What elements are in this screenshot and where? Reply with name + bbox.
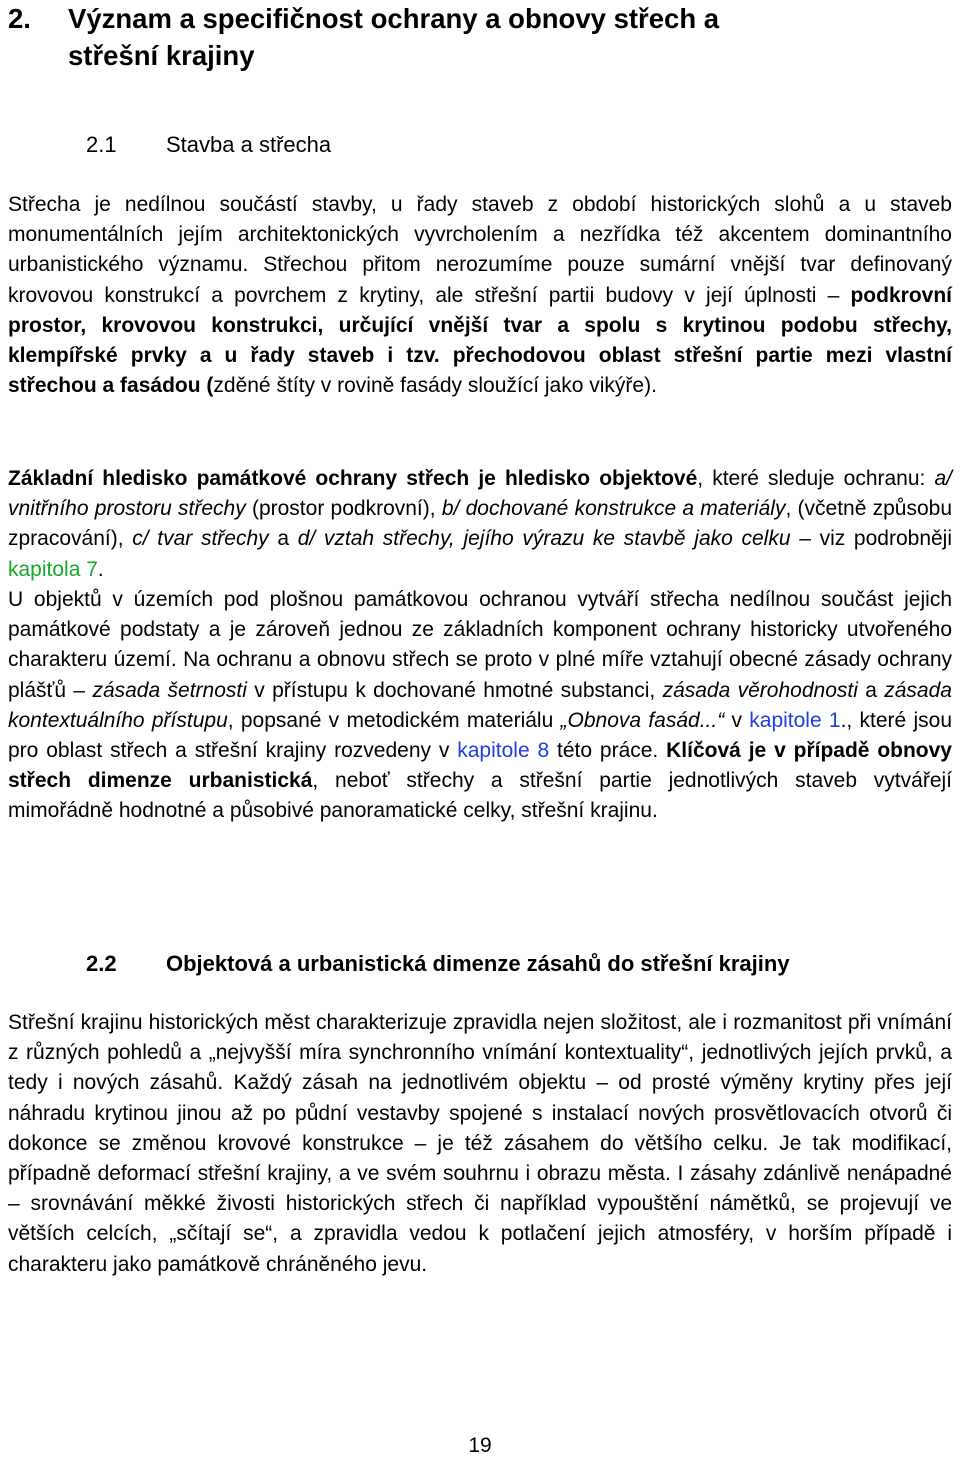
section-heading-2-1	[86, 131, 331, 159]
text-run: U objektů v územích pod plošnou památkovou ochranou vytváří střecha nedílnou součást jejich památkové podstaty a je zároveň jednou ze základních komponent ochrany historicky utvořeného charakteru území. Na ochranu a obnovu střech se proto v plné míře vztahují obecné zásady ochrany plášťů –	[8, 588, 952, 702]
paragraph-roofscape	[8, 1008, 952, 1280]
bold-run: Klíčová je v případě obnovy střech dimenze urbanistická	[8, 739, 952, 793]
section-title: Objektová a urbanistická dimenze zásahů do střešní krajiny	[166, 951, 790, 976]
text-run: a	[857, 678, 885, 702]
text-run: ., které jsou pro oblast střech a střešní krajiny rozvedeny v	[8, 708, 952, 763]
section-title: Stavba a střecha	[166, 132, 332, 157]
page-number: 19	[468, 1434, 492, 1457]
chapter-title-line2: střešní krajiny	[68, 40, 255, 71]
text-run: této práce.	[549, 739, 667, 763]
text-run: .	[97, 557, 104, 581]
chapter-1-link[interactable]: kapitole 1	[749, 708, 841, 732]
italic-run: d/ vztah střechy, jejího výrazu ke stavbě jako celku	[297, 527, 791, 551]
bold-run: Základní hledisko památkové ochrany střech je hledisko objektové	[8, 467, 698, 490]
chapter-title-line1: Význam a specifičnost ochrany a obnovy střech a	[68, 3, 720, 34]
chapter-heading	[8, 0, 954, 74]
chapter-7-link[interactable]: kapitola 7	[8, 557, 98, 581]
text-run: Střecha je nedílnou součástí stavby, u řady staveb z období historických slohů a u staveb monumentálních jejím architektonických vyvrcholením a nezřídka též akcentem dominantního urbanistického významu. Střechou přitom nerozumíme pouze sumární vnější tvar definovaný krovovou konstrukcí a povrchem z krytiny, ale střešní partii budovy v její úplnosti –	[8, 193, 952, 307]
italic-run: c/ tvar střechy	[132, 527, 269, 551]
italic-run: zásada šetrnosti	[92, 678, 247, 702]
italic-run: zásada kontextuálního přístupu	[8, 678, 952, 732]
italic-run: b/ dochované konstrukce a materiály	[441, 497, 786, 521]
text-run: zděné štíty v rovině fasády sloužící jako vikýře).	[213, 374, 657, 398]
text-run: a	[268, 527, 298, 551]
italic-run: a/ vnitřního prostoru střechy	[8, 467, 952, 521]
paragraph-object-protection	[8, 464, 952, 585]
section-number: 2.1	[86, 132, 117, 157]
text-run: v přístupu k dochované hmotné substanci,	[246, 678, 663, 702]
text-run: Střešní krajinu historických měst charakterizuje zpravidla nejen složitost, ale i rozmanitost při vnímání z různých pohledů a „nejvyšší míra synchronního vnímání kontextuality“, jednotlivých jejích prvků, a tedy i nových zásahů. Každý zásah na jednotlivém objektu – od prosté výměny krytiny přes její náhradu krytinou jinou až po půdní vestavby spojené s instalací nových prosvětlovacích otvorů či dokonce se změnou krovové konstrukce – je též zásahem do většího celku. Je tak modifikací, případně deformací střešní krajiny, a ve svém souhrnu i obrazu města. I zásahy zdánlivě nenápadné – srovnávání měkké živosti historických střech či například vypouštění námětků, se projevují ve větších celcích, „sčítají se“, a zpravidla vedou k potlačení jejich atmosféry, v horším případě i charakteru jako památkově chráněného jevu.	[8, 1011, 952, 1276]
text-run: v	[724, 708, 750, 732]
text-run: , popsané v metodickém materiálu	[227, 708, 561, 732]
section-heading-2-2	[86, 950, 790, 978]
text-run: , (včetně způsobu zpracování),	[8, 497, 953, 551]
chapter-number: 2.	[8, 3, 31, 34]
paragraph-roof-definition	[8, 190, 952, 401]
italic-run: „Obnova fasád...“	[560, 708, 725, 732]
section-number: 2.2	[86, 951, 117, 976]
italic-run: zásada věrohodnosti	[662, 678, 858, 702]
text-run: , neboť střechy a střešní partie jednotlivých staveb vytvářejí mimořádně hodnotné a působivé panoramatické celky, střešní krajinu.	[8, 769, 952, 823]
text-run: – viz podrobněji	[790, 527, 953, 551]
text-run: , které sleduje ochranu:	[697, 467, 935, 490]
text-run: (prostor podkrovní),	[245, 497, 442, 521]
paragraph-area-protection	[8, 585, 952, 827]
chapter-8-link[interactable]: kapitole 8	[457, 739, 550, 763]
bold-run: podkrovní prostor, krovovou konstrukci, určující vnější tvar a spolu s krytinou podobu střechy, klempířské prvky a u řady staveb i tzv. přechodovou oblast střešní partie mezi vlastní střechou a fasádou (	[8, 283, 952, 398]
